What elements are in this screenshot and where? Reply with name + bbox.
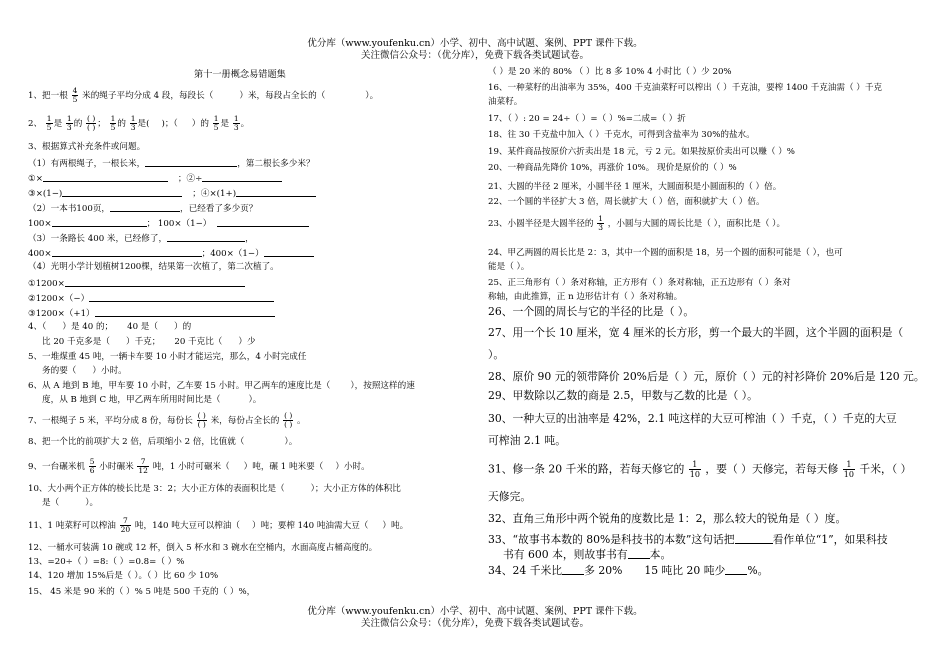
question-13: 13、=20÷（ ）=8:（ ）=0.8=（ ）% <box>28 557 185 567</box>
question-31: 31、修一条 20 千米的路，若每天修它的 $\frac{1}{10}$ ，要（ ）天修完，若每天修 $\frac{1}{10}$ 千米，（ ） <box>488 460 912 479</box>
question-3-3-row1: 400× ；400×（1−） <box>28 247 314 260</box>
question-10: 10、大小两个正方体的棱长比是 3：2；大小正方体的表面积比是（ ）；大小正方体的体积比 <box>28 484 401 494</box>
question-27: 27、用一个长 10 厘米，宽 4 厘米的长方形，剪一个最大的半圆，这个半圆的面积是（ <box>488 326 904 339</box>
question-3-4-c: ③1200×（+1） <box>28 307 275 320</box>
question-18: 18、往 30 千克盐中加入（ ）千克水，可得到含盐率为 30%的盐水。 <box>488 130 755 140</box>
question-33: 33、“故事书本数的 80%是科技书的本数”这句话把 看作单位“1”，如果科技 <box>488 533 888 546</box>
question-33-b: 书有 600 本，则故事书有 本。 <box>503 548 672 561</box>
question-2: 2、 $\frac{1}{5}$ 是 $\frac{1}{3}$ 的 ( ) ( ) ； $\frac{1}{5}$ 的 $\frac{1}{3}$ 是( )；（ ）的 $\frac{1}{5}$ 是 $\frac{1}{3}$ 。 <box>28 114 250 132</box>
question-6: 6、从 A 地到 B 地，甲车要 10 小时，乙车要 15 小时。甲乙两车的速度比是（ ），按照这样的速 <box>28 381 415 391</box>
question-16: 16、一种菜籽的出油率为 35%，400 千克油菜籽可以榨出（ ）千克油，要榨 1400 千克油需（ ）千克 <box>488 83 883 93</box>
question-3: 3、根据算式补充条件或问题。 <box>28 142 146 152</box>
question-21: 21、大圆的半径 2 厘米，小圆半径 1 厘米，大圆面积是小圆面积的（ ）倍。 <box>488 182 782 192</box>
question-3-3: （3）一条路长 400 米，已经修了， ， <box>28 234 254 244</box>
question-3-2: （2）一本书100页， ，已经看了多少页？ <box>28 204 258 214</box>
question-28: 28、原价 90 元的领带降价 20%后是（ ）元，原价（ ）元的衬衫降价 20%后是 120 元。 <box>488 370 925 383</box>
question-30: 30、一种大豆的出油率是 42%，2.1 吨这样的大豆可榨油（ ）千克，（ ）千克的大豆 <box>488 412 897 425</box>
question-16-b: 油菜籽。 <box>488 97 523 107</box>
question-6-b: 度，从 B 地到 C 地，甲乙两车所用时间比是（ ）。 <box>42 395 262 405</box>
question-10-b: 是（ ）。 <box>42 498 99 508</box>
question-23: 23、小圆半径是大圆半径的 $\frac{1}{3}$ ，小圆与大圆的周长比是（ ），面积比是（ ）。 <box>488 214 786 232</box>
question-3-4: （4）光明小学计划植树1200棵，结果第一次植了，第二次植了。 <box>28 262 279 272</box>
question-3-1-row2: ③×(1−) ；④×(1+) <box>28 187 316 200</box>
question-22: 22、一个圆的半径扩大 3 倍，周长就扩大（ ）倍，面积就扩大（ ）倍。 <box>488 197 765 207</box>
question-3-4-b: ②1200×（−） <box>28 292 274 305</box>
question-5: 5、一堆煤重 45 吨，一辆卡车要 10 小时才能运完，那么，4 小时完成任 <box>28 352 307 362</box>
question-15: 15、 45 米是 90 米的（ ）% 5 吨是 500 千克的（ ）%， <box>28 587 256 597</box>
question-27-b: ）。 <box>488 348 505 361</box>
question-5-b: 务的要（ ）小时。 <box>42 366 127 376</box>
question-8: 8、把一个比的前项扩大 2 倍，后项缩小 2 倍，比值就（ ）。 <box>28 437 298 447</box>
question-11: 11、1 吨菜籽可以榨油 $\frac{7}{20}$ 吨，140 吨大豆可以榨油（ ）吨；要榨 140 吨油需大豆（ ）吨。 <box>28 516 409 534</box>
question-9: 9、一台碾米机 $\frac{5}{6}$ 小时碾米 $\frac{7}{12}$ 吨，1 小时可碾米（ ）吨，碾 1 吨米要（ ）小时。 <box>28 457 370 475</box>
question-3-1: （1）有两根绳子，一根长米， ，第二根长多少米？ <box>28 159 315 169</box>
question-1: 1、把一根 $\frac{4}{5}$ 米的绳子平均分成 4 段，每段长（ ）米，每段占全长的（ ）。 <box>28 86 379 104</box>
question-4-b: 比 20 千克多是（ ）千克； 20 千克比（ ）少 <box>42 337 256 347</box>
question-3-1-row1: ①× ；②÷ <box>28 172 282 185</box>
question-14: 14、120 增加 15%后是（ ）。（ ）比 60 少 10% <box>28 571 219 581</box>
question-29: 29、甲数除以乙数的商是 2.5，甲数与乙数的比是（ ）。 <box>488 389 758 402</box>
fraction: $\frac{4}{5}$ <box>72 86 78 104</box>
question-25-b: 称轴，由此推算，正 n 边形估计有（ ）条对称轴。 <box>488 292 683 302</box>
question-12: 12、一桶水可装满 10 碗或 12 杯，倒入 5 杯水和 3 碗水在空桶内，水面高度占桶高度的。 <box>28 543 378 553</box>
question-32: 32、直角三角形中两个锐角的度数比是 1：2，那么较大的锐角是（ ）度。 <box>488 512 847 525</box>
question-26: 26、一个圆的周长与它的半径的比是（ ）。 <box>488 305 695 318</box>
footer-line-1: 优分库（www.youfenku.cn）小学、初中、高中试题、案例、PPT 课件下载。 <box>307 606 643 617</box>
question-3-4-a: ①1200× <box>28 277 245 290</box>
header-line-1: 优分库（www.youfenku.cn）小学、初中、高中试题、案例、PPT 课件下载。 <box>307 38 643 49</box>
question-24-b: 能是（ ）。 <box>488 262 530 272</box>
question-31-b: 天修完。 <box>488 490 532 503</box>
footer-line-2: 关注微信公众号：（优分库），免费下载各类试题试卷。 <box>360 618 589 629</box>
question-15-continued: （ ）是 20 米的 80% （ ）比 8 多 10% 4 小时比（ ）少 20% <box>488 67 732 77</box>
question-3-2-row1: 100× ； 100×（1−） <box>28 217 309 230</box>
page-title: 第十一册概念易错题集 <box>194 69 286 80</box>
question-4: 4、（ ）是 40 的； 40 是（ ）的 <box>28 322 192 332</box>
question-17: 17、（ ）: 20 = 24÷（ ）=（ ）%=二成=（ ）折 <box>488 114 686 124</box>
header-line-2: 关注微信公众号：（优分库），免费下载各类试题试卷。 <box>360 50 589 61</box>
question-7: 7、一根绳子 5 米，平均分成 8 份，每份长 ( ) ( ) 米，每份占全长的 ( ) ( ) 。 <box>28 411 306 429</box>
question-19: 19、某件商品按原价六折卖出是 18 元，亏 2 元。如果按原价卖出可以赚（ ）% <box>488 147 795 157</box>
question-20: 20、一种商品先降价 10%，再涨价 10%。 现价是原价的（ ）% <box>488 163 737 173</box>
question-24: 24、甲乙两圆的周长比是 2：3，其中一个圆的面积是 18，另一个圆的面积可能是（ ），也可 <box>488 248 843 258</box>
question-30-b: 可榨油 2.1 吨。 <box>488 434 567 447</box>
question-34: 34、24 千米比 多 20% 15 吨比 20 吨少 %。 <box>488 564 769 577</box>
question-25: 25、正三角形有（ ）条对称轴，正方形有（ ）条对称轴，正五边形有（ ）条对 <box>488 278 791 288</box>
